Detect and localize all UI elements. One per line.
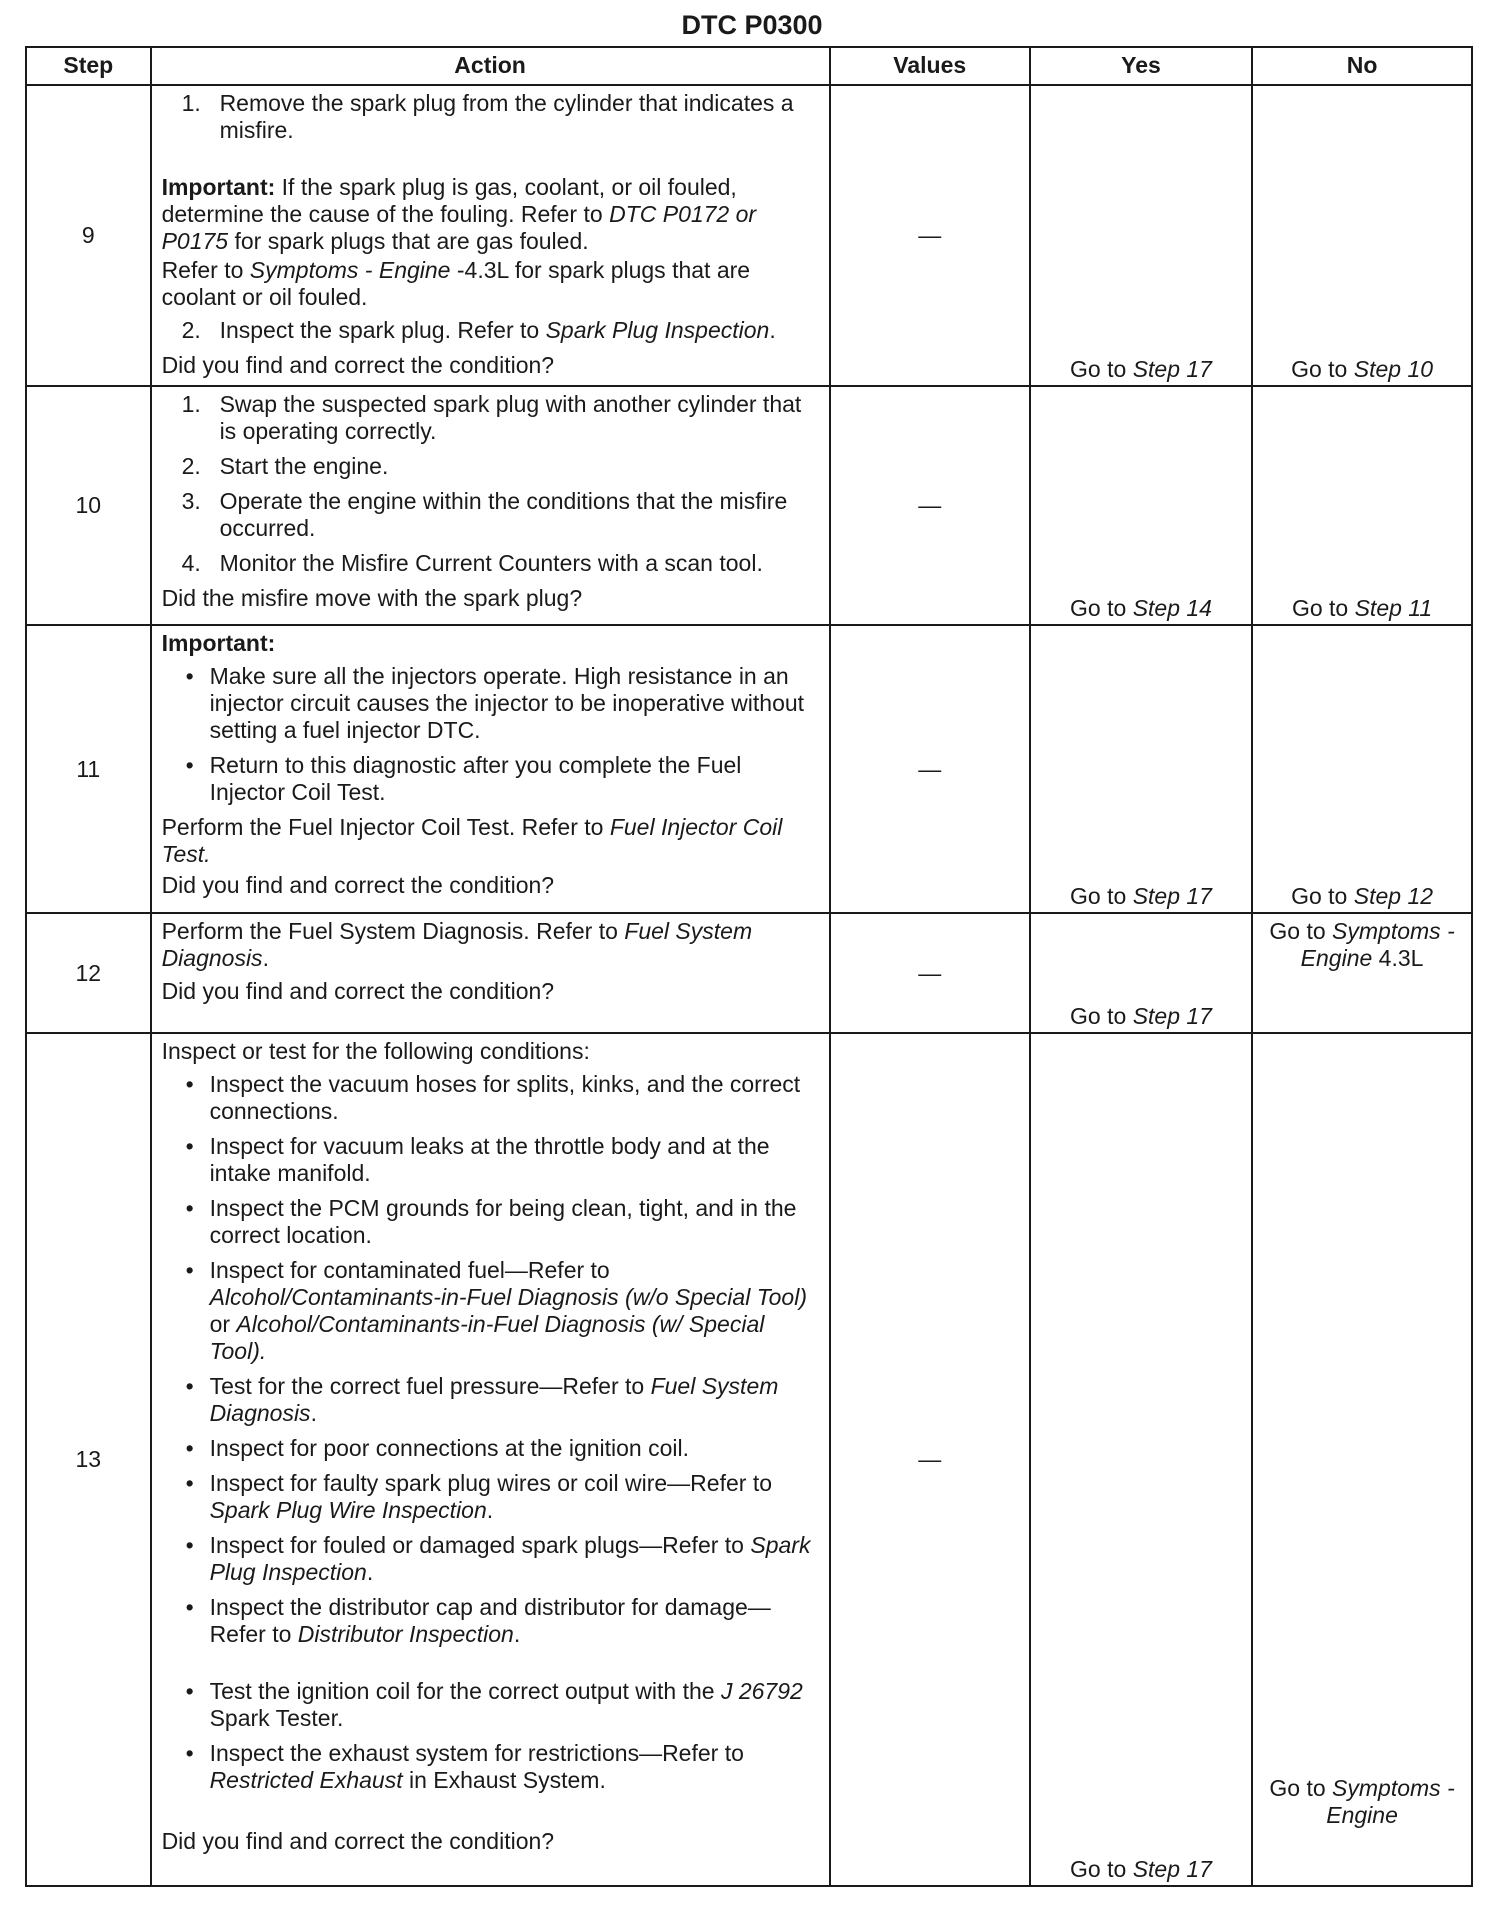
action-cell bbox=[151, 625, 830, 913]
bullet-item: • Inspect for vacuum leaks at the throttle body and at the intake manifold. bbox=[185, 1133, 770, 1186]
intro-text: Inspect or test for the following conditions: bbox=[161, 1038, 590, 1064]
reference-link[interactable]: Spark Plug Wire Inspection bbox=[209, 1497, 487, 1523]
table-row-step-11 bbox=[26, 625, 1472, 913]
bullet-item: • Inspect for faulty spark plug wires or coil wire—Refer to Spark Plug Wire Inspection. bbox=[185, 1470, 772, 1523]
reference-link[interactable]: Fuel System Diagnosis bbox=[209, 1373, 779, 1426]
yes-cell: Go to Step 17 bbox=[1030, 85, 1252, 386]
yes-cell: Go to Step 17 bbox=[1030, 625, 1252, 913]
bullet-item: • Inspect the exhaust system for restrictions—Refer to Restricted Exhaust in Exhaust System. bbox=[185, 1740, 744, 1793]
values-cell: — bbox=[830, 386, 1030, 625]
list-item: 2. Start the engine. bbox=[181, 453, 389, 479]
step-number: 11 bbox=[26, 625, 151, 913]
list-item: 1. Remove the spark plug from the cylinder that indicates a misfire. bbox=[181, 90, 794, 143]
diagnostic-table bbox=[25, 46, 1473, 1887]
table-row-step-9 bbox=[26, 85, 1472, 386]
goto-link[interactable]: Step 17 bbox=[1132, 1003, 1212, 1029]
reference-link[interactable]: J 26792 bbox=[720, 1678, 803, 1704]
action-cell bbox=[151, 1033, 830, 1886]
bullet-item: • Inspect for fouled or damaged spark plugs—Refer to Spark Plug Inspection. bbox=[185, 1532, 811, 1585]
header-yes: Yes bbox=[1030, 47, 1252, 85]
values-cell: — bbox=[830, 625, 1030, 913]
yes-cell: Go to Step 17 bbox=[1030, 1033, 1252, 1886]
action-cell bbox=[151, 386, 830, 625]
list-item: 2. Inspect the spark plug. Refer to Spark Plug Inspection. bbox=[181, 317, 776, 343]
step-number: 10 bbox=[26, 386, 151, 625]
no-cell: Go to Step 12 bbox=[1252, 625, 1472, 913]
header-values: Values bbox=[830, 47, 1030, 85]
no-cell: Go to Step 10 bbox=[1252, 85, 1472, 386]
reference-link[interactable]: Spark Plug Inspection bbox=[209, 1532, 811, 1585]
list-item: 4. Monitor the Misfire Current Counters with a scan tool. bbox=[181, 550, 763, 576]
question-text: Did you find and correct the condition? bbox=[161, 978, 555, 1004]
header-action: Action bbox=[151, 47, 830, 85]
bullet-item: • Test the ignition coil for the correct output with the J 26792 Spark Tester. bbox=[185, 1678, 803, 1731]
goto-link[interactable]: Step 14 bbox=[1132, 595, 1212, 621]
bullet-item: • Inspect the PCM grounds for being clean, tight, and in the correct location. bbox=[185, 1195, 797, 1248]
reference-link[interactable]: Restricted Exhaust bbox=[209, 1767, 403, 1793]
step-number: 9 bbox=[26, 85, 151, 386]
header-no: No bbox=[1252, 47, 1472, 85]
bullet-item: • Inspect for contaminated fuel—Refer to Alcohol/Contaminants-in-Fuel Diagnosis (w/o Special Tool) or Alcohol/Contaminants-in-Fuel Diagnosis (w/ Special Tool). bbox=[185, 1257, 807, 1364]
goto-link[interactable]: Step 12 bbox=[1353, 883, 1434, 909]
perform-text: Perform the Fuel System Diagnosis. Refer to Fuel System Diagnosis. bbox=[161, 918, 753, 971]
reference-link[interactable]: Fuel Injector Coil Test. bbox=[161, 814, 783, 867]
goto-link[interactable]: Step 10 bbox=[1353, 356, 1434, 382]
no-cell: Go to Symptoms - Engine bbox=[1252, 1033, 1472, 1886]
step-number: 13 bbox=[26, 1033, 151, 1886]
bullet-item: • Make sure all the injectors operate. High resistance in an injector circuit causes the injector to be inoperative without setting a fuel injector DTC. bbox=[185, 663, 805, 743]
action-cell bbox=[151, 913, 830, 1033]
header-row bbox=[26, 47, 1472, 85]
list-item: 3. Operate the engine within the conditions that the misfire occurred. bbox=[181, 488, 788, 541]
bullet-item: • Inspect the vacuum hoses for splits, kinks, and the correct connections. bbox=[185, 1071, 801, 1124]
question-text: Did you find and correct the condition? bbox=[161, 352, 555, 378]
important-note-2: Refer to Symptoms - Engine -4.3L for spark plugs that are coolant or oil fouled. bbox=[161, 257, 751, 310]
goto-link[interactable]: Symptoms - Engine bbox=[1326, 1775, 1455, 1828]
important-label: Important: bbox=[161, 630, 276, 656]
goto-link[interactable]: Step 11 bbox=[1354, 595, 1433, 621]
reference-link[interactable]: Fuel System Diagnosis bbox=[161, 918, 753, 971]
yes-cell: Go to Step 14 bbox=[1030, 386, 1252, 625]
no-cell: Go to Step 11 bbox=[1252, 386, 1472, 625]
reference-link[interactable]: Distributor Inspection bbox=[297, 1621, 514, 1647]
table-row-step-13 bbox=[26, 1033, 1472, 1886]
question-text: Did the misfire move with the spark plug? bbox=[161, 585, 583, 611]
reference-link[interactable]: Alcohol/Contaminants-in-Fuel Diagnosis (w/ Special Tool). bbox=[209, 1311, 765, 1364]
goto-link[interactable]: Step 17 bbox=[1132, 1856, 1212, 1882]
bullet-item: • Inspect the distributor cap and distributor for damage—Refer to Distributor Inspection. bbox=[185, 1594, 771, 1647]
list-item: 1. Swap the suspected spark plug with another cylinder that is operating correctly. bbox=[181, 391, 802, 444]
bullet-item: • Test for the correct fuel pressure—Refer to Fuel System Diagnosis. bbox=[185, 1373, 779, 1426]
bullet-item: • Inspect for poor connections at the ignition coil. bbox=[185, 1435, 690, 1461]
header-step: Step bbox=[26, 47, 151, 85]
perform-text: Perform the Fuel Injector Coil Test. Refer to Fuel Injector Coil Test. bbox=[161, 814, 783, 867]
table-row-step-12 bbox=[26, 913, 1472, 1033]
values-cell: — bbox=[830, 913, 1030, 1033]
bullet-item: • Return to this diagnostic after you complete the Fuel Injector Coil Test. bbox=[185, 752, 742, 805]
table-row-step-10 bbox=[26, 386, 1472, 625]
action-cell bbox=[151, 85, 830, 386]
step-number: 12 bbox=[26, 913, 151, 1033]
question-text: Did you find and correct the condition? bbox=[161, 872, 555, 898]
yes-cell: Go to Step 17 bbox=[1030, 913, 1252, 1033]
reference-link[interactable]: Spark Plug Inspection bbox=[545, 317, 770, 343]
page-title: DTC P0300 bbox=[681, 10, 823, 40]
reference-link[interactable]: Symptoms - Engine bbox=[249, 257, 451, 283]
question-text: Did you find and correct the condition? bbox=[161, 1828, 555, 1854]
goto-link[interactable]: Symptoms - Engine bbox=[1300, 918, 1455, 971]
values-cell: — bbox=[830, 1033, 1030, 1886]
no-cell: Go to Symptoms - Engine 4.3L bbox=[1252, 913, 1472, 1033]
important-note: Important: If the spark plug is gas, coolant, or oil fouled, determine the cause of the fouling. Refer to DTC P0172 or P0175 for spark plugs that are gas fouled. bbox=[161, 174, 757, 254]
reference-link[interactable]: DTC P0172 or P0175 bbox=[161, 201, 757, 254]
goto-link[interactable]: Step 17 bbox=[1132, 883, 1212, 909]
values-cell: — bbox=[830, 85, 1030, 386]
reference-link[interactable]: Alcohol/Contaminants-in-Fuel Diagnosis (w/o Special Tool) bbox=[209, 1284, 807, 1310]
goto-link[interactable]: Step 17 bbox=[1132, 356, 1212, 382]
